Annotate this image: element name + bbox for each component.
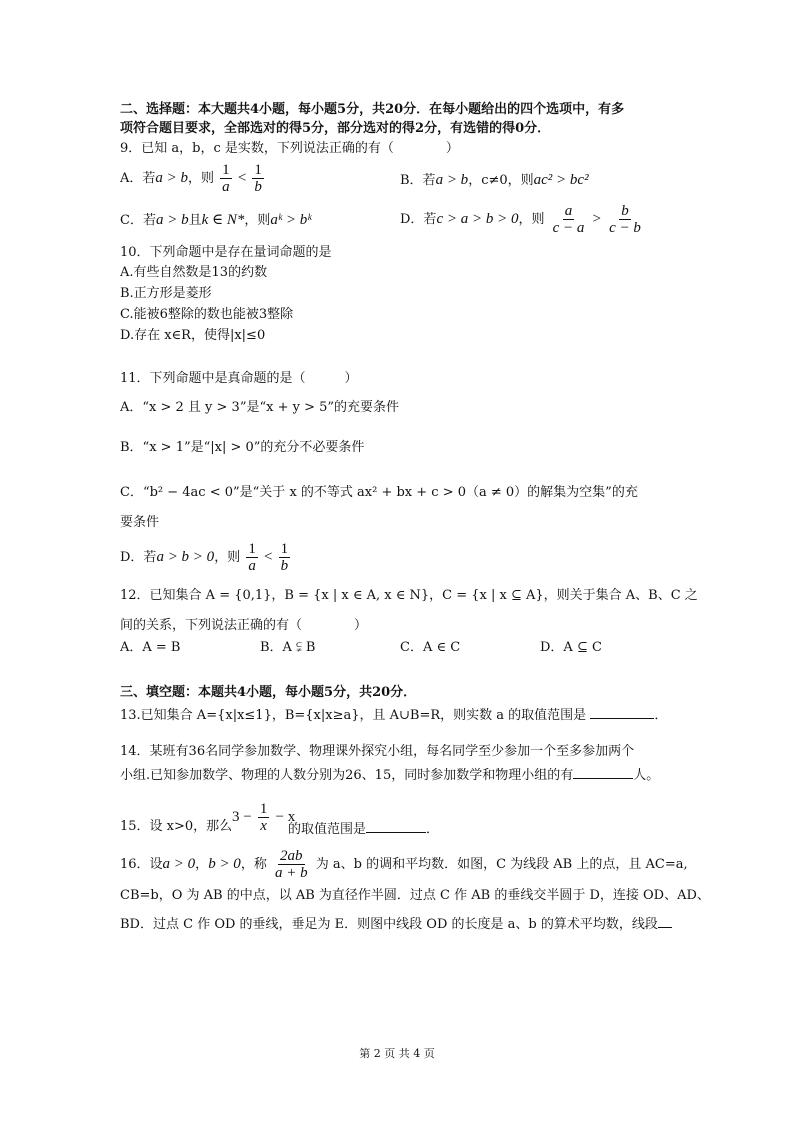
q9-stem: 9．已知 a，b，c 是实数，下列说法正确的有（ ） — [120, 141, 459, 156]
q11-option-b: B．“x > 1”是“|x| > 0”的充分不必要条件 — [120, 440, 365, 455]
q13: 13.已知集合 A={x|x≤1}，B={x|x≥a}，且 A∪B=R，则实数 a 的取值范围是 ． — [120, 705, 667, 724]
q11-option-d: D．若a > b > 0，则 $\frac{1}{a}$ < $\frac{1}{b}$ — [120, 541, 289, 574]
section2-header-line1: 二、选择题：本大题共4小题，每小题5分，共20分．在每小题给出的四个选项中，有多 — [120, 102, 625, 117]
q11-option-c-line2: 要条件 — [120, 515, 160, 530]
q12-line2: 间的关系，下列说法正确的有（ ） — [120, 618, 368, 633]
fraction: $\frac{1}{b}$ — [254, 162, 262, 195]
q11-stem: 11．下列命题中是真命题的是（ ） — [120, 371, 358, 386]
q12-option-d: D．A ⊆ C — [540, 640, 602, 655]
q11-option-c-line1: C．“b² − 4ac < 0”是“关于 x 的不等式 ax² + bx + c > 0（a ≠ 0）的解集为空集”的充 — [120, 485, 638, 500]
q10-option-b: B.正方形是菱形 — [120, 286, 212, 301]
fraction: $\frac{2ab}{a + b}$ — [274, 848, 308, 881]
answer-blank — [658, 914, 672, 928]
q9-option-d: D．若c > a > b > 0，则 $\frac{a}{c - a}$ > $\frac{b}{c - b}$ — [400, 203, 641, 236]
fraction: $\frac{1}{x}$ — [259, 801, 268, 834]
q14-line2: 小组.已知参加数学、物理的人数分别为26、15，同时参加数学和物理小组的有 人。 — [120, 765, 659, 784]
section3-header: 三、填空题：本题共4小题，每小题5分，共20分． — [120, 685, 417, 700]
q9-option-a: A．若a > b，则 $\frac{1}{a}$ < $\frac{1}{b}$ — [120, 162, 262, 195]
q12-line1: 12．已知集合 A = {0,1}，B = {x | x ∈ A, x ∈ N}，C = {x | x ⊆ A}，则关于集合 A、B、C 之 — [120, 588, 698, 603]
q16-line2: CB=b，O 为 AB 的中点，以 AB 为直径作半圆．过点 C 作 AB 的垂线交半圆于 D，连接 OD、AD、 — [120, 888, 710, 903]
q12-option-b: B．A ⫋ B — [260, 640, 316, 655]
answer-blank — [573, 765, 633, 779]
q14-line1: 14．某班有36名同学参加数学、物理课外探究小组，每名同学至少参加一个至多参加两个 — [120, 744, 635, 759]
q12-option-a: A．A = B — [120, 640, 181, 655]
q9-option-b: B．若a > b，c≠0，则ac² > bc² — [400, 172, 589, 188]
q10-option-a: A.有些自然数是13的约数 — [120, 265, 268, 280]
fraction: $\frac{1}{a}$ — [222, 162, 230, 195]
q12-option-c: C．A ∈ C — [400, 640, 461, 655]
q10-stem: 10．下列命题中是存在量词命题的是 — [120, 245, 332, 260]
fraction: $\frac{1}{a}$ — [248, 541, 256, 574]
q16-line3: BD．过点 C 作 OD 的垂线，垂足为 E．则图中线段 OD 的长度是 a、b 的算术平均数，线段 — [120, 914, 672, 933]
q15-prefix: 15．设 x>0，那么 — [120, 819, 233, 834]
q16-line1: 16．设a > 0，b > 0，称 $\frac{2ab}{a + b}$ 为 a、b 的调和平均数．如图，C 为线段 AB 上的点，且 AC=a, — [120, 848, 688, 881]
fraction: $\frac{b}{c - b}$ — [609, 203, 641, 236]
q10-option-d: D.存在 x∈R，使得|x|≤0 — [120, 328, 266, 343]
fraction: $\frac{1}{b}$ — [280, 541, 289, 574]
answer-blank — [590, 705, 654, 719]
q15-expression: 3 − $\frac{1}{x}$ − x — [232, 801, 296, 834]
fraction: $\frac{a}{c - a}$ — [552, 203, 585, 236]
page-footer: 第 2 页 共 4 页 — [359, 1047, 435, 1060]
section2-header-line2: 项符合题目要求，全部选对的得5分，部分选对的得2分，有选错的得0分． — [120, 121, 551, 136]
q15-suffix: 的取值范围是 ． — [288, 819, 439, 838]
q10-option-c: C.能被6整除的数也能被3整除 — [120, 307, 294, 322]
answer-blank — [366, 819, 426, 833]
q9-option-c: C．若a > b且k ∈ N*，则aᵏ > bᵏ — [120, 212, 312, 228]
q11-option-a: A．“x > 2 且 y > 3”是“x + y > 5”的充要条件 — [120, 400, 400, 415]
